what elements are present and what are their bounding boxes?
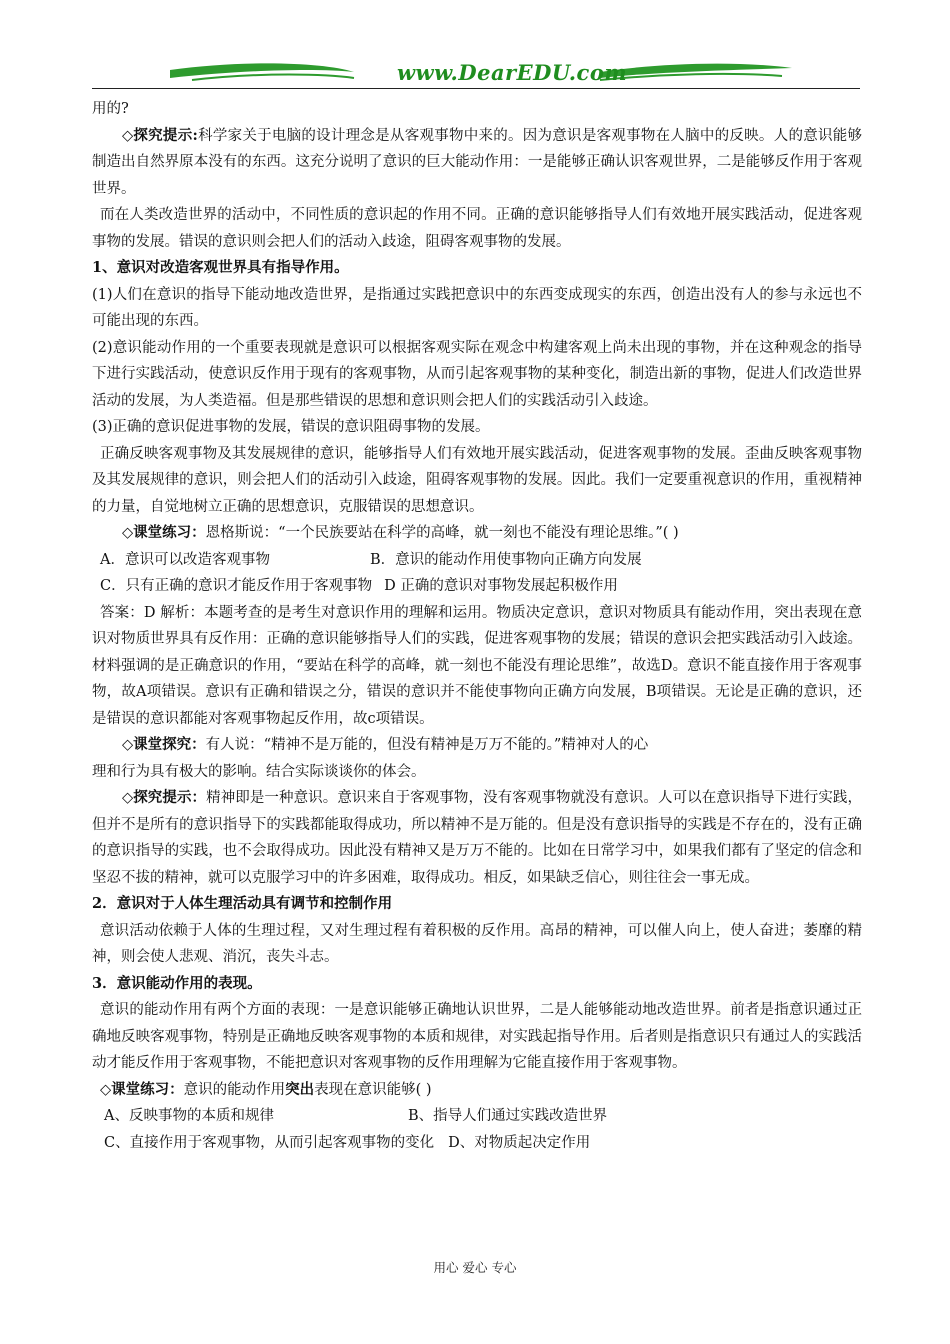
inquiry-line-1: ◇课堂探究：有人说：“精神不是万能的，但没有精神是万万不能的。”精神对人的心 bbox=[122, 736, 649, 753]
exercise-label: ◇课堂练习： bbox=[122, 524, 206, 541]
exercise2-question: ◇课堂练习：意识的能动作用突出表现在意识能够( ) bbox=[100, 1080, 432, 1098]
paragraph-intro: 用的? bbox=[92, 101, 129, 117]
exercise1-options-row-1 bbox=[92, 547, 862, 574]
section-heading-1: 1、意识对改造客观世界具有指导作用。 bbox=[92, 259, 349, 276]
inquiry-line-2: 理和行为具有极大的影响。结合实际谈谈你的体会。 bbox=[92, 763, 426, 780]
site-header-banner bbox=[92, 58, 860, 90]
option-b: B．意识的能动作用使事物向正确方向发展 bbox=[370, 551, 642, 568]
option-d: D、对物质起决定作用 bbox=[448, 1134, 591, 1151]
section-heading-2: 2．意识对于人体生理活动具有调节和控制作用 bbox=[92, 895, 393, 912]
exercise1-answer: 答案：D 解析：本题考查的是考生对意识作用的理解和运用。物质决定意识，意识对物质具有能动作用，突出表现在意识对物质世界具有反作用：正确的意识能够指导人们的实践，促进客观事物的发展；错误的意识会把实践活动引入歧途。材料强调的是正确意识的作用，“要站在科学的高峰，就一刻也不能没有理论思维”，故选D。意识不能直接作用于客观事物，故A项错误。意识有正确和错误之分，错误的意识并不能使事物向正确方向发展，B项错误。无论是正确的意识，还是错误的意识都能对客观事物起反作用，故c项错误。 bbox=[92, 604, 862, 727]
exercise2-label: ◇课堂练习： bbox=[100, 1080, 184, 1098]
option-c: C．只有正确的意识才能反作用于客观事物 bbox=[100, 578, 373, 594]
exercise1-options-row-2 bbox=[92, 573, 862, 600]
paragraph-point-3: (3)正确的意识促进事物的发展，错误的意识阻碍事物的发展。 bbox=[92, 419, 490, 435]
header-rule bbox=[92, 88, 860, 89]
paragraph-activity: 而在人类改造世界的活动中，不同性质的意识起的作用不同。正确的意识能够指导人们有效地开展实践活动，促进客观事物的发展。错误的意识则会把人们的活动入歧途，阻碍客观事物的发展。 bbox=[92, 207, 862, 250]
exercise2-options-row-2 bbox=[92, 1130, 862, 1157]
document-body bbox=[92, 96, 862, 1156]
site-logo-text[interactable]: www.DearEDU.com bbox=[396, 60, 628, 85]
option-a: A、反映事物的本质和规律 bbox=[104, 1108, 274, 1124]
inquiry-label: ◇课堂探究： bbox=[122, 736, 206, 753]
page-footer: 用心 爱心 专心 bbox=[433, 1260, 517, 1275]
paragraph-point-2: (2)意识能动作用的一个重要表现就是意识可以根据客观实际在观念中构建客观上尚未出现的事物，并在这种观念的指导下进行实践活动，使意识反作用于现有的客观事物，从而引起客观事物的某种变化，制造出新的事物，促进人们改造世界活动的发展，为人类造福。但是那些错误的思想和意识则会把人们的实践活动引入歧途。 bbox=[92, 339, 862, 409]
option-d: D 正确的意识对事物发展起积极作用 bbox=[384, 578, 618, 594]
paragraph-section2: 意识活动依赖于人体的生理过程，又对生理过程有着积极的反作用。高昂的精神，可以催人向上，使人奋进；萎靡的精神，则会使人悲观、消沉，丧失斗志。 bbox=[92, 922, 862, 965]
option-c: C、直接作用于客观事物，从而引起客观事物的变化 bbox=[104, 1134, 435, 1151]
option-b: B、指导人们通过实践改造世界 bbox=[408, 1108, 608, 1124]
option-a: A．意识可以改造客观事物 bbox=[100, 551, 270, 568]
section-heading-3: 3．意识能动作用的表现。 bbox=[92, 974, 262, 992]
paragraph-correct-consciousness: 正确反映客观事物及其发展规律的意识，能够指导人们有效地开展实践活动，促进客观事物的发展。歪曲反映客观事物及其发展规律的意识，则会把人们的活动引入歧途，阻碍客观事物的发展。因此。我们一定要重视意识的作用，重视精神的力量，自觉地树立正确的思想意识，克服错误的思想意识。 bbox=[92, 445, 862, 515]
paragraph-section3: 意识的能动作用有两个方面的表现：一是意识能够正确地认识世界，二是人能够能动地改造世界。前者是指意识通过正确地反映客观事物，特别是正确地反映客观事物的本质和规律，对实践起指导作用。后者则是指意识只有通过人的实践活动才能反作用于客观事物，不能把意识对客观事物的反作用理解为它能直接作用于客观事物。 bbox=[92, 1002, 862, 1071]
hint-label: ◇探究提示: bbox=[122, 126, 198, 144]
hint2-label: ◇探究提示： bbox=[122, 789, 207, 806]
paragraph-hint1: ◇探究提示:科学家关于电脑的设计理念是从客观事物中来的。因为意识是客观事物在人脑中的反映。人的意识能够制造出自然界原本没有的东西。这充分说明了意识的巨大能动作用：一是能够正确认识客观世界，二是能够反作用于客观世界。 bbox=[92, 126, 862, 197]
paragraph-point-1: (1)人们在意识的指导下能动地改造世界，是指通过实践把意识中的东西变成现实的东西，创造出没有人的参与永远也不可能出现的东西。 bbox=[92, 286, 862, 329]
paragraph-hint2: ◇探究提示：精神即是一种意识。意识来自于客观事物，没有客观事物就没有意识。人可以在意识指导下进行实践，但并不是所有的意识指导下的实践都能取得成功，所以精神不是万能的。但是没有意识指导的实践是不存在的，没有正确的意识指导的实践，也不会取得成功。因此没有精神又是万万不能的。比如在日常学习中，如果我们都有了坚定的信念和坚忍不拔的精神，就可以克服学习中的许多困难，取得成功。相反，如果缺乏信心，则往往会一事无成。 bbox=[92, 789, 863, 886]
exercise1-question: ◇课堂练习：恩格斯说：“一个民族要站在科学的高峰，就一刻也不能没有理论思维。”( ) bbox=[122, 524, 679, 541]
exercise2-options-row-1 bbox=[92, 1103, 862, 1130]
